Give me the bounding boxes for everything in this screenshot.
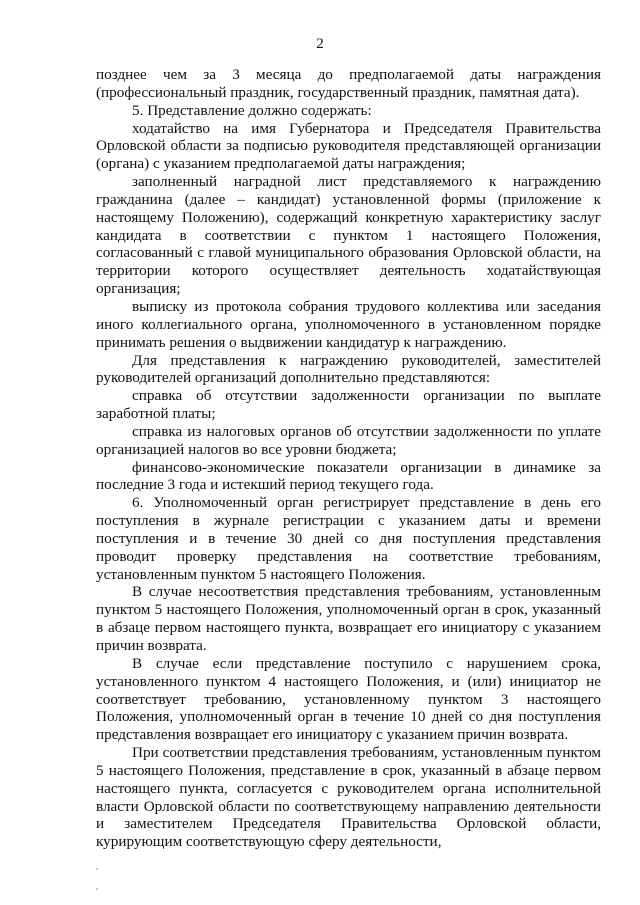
document-body — [96, 66, 601, 851]
paragraph-conformity: При соответствии представления требованиям, установленным пунктом 5 настоящего Положения, представление в срок, указанный в абзаце первом настоящего пункта, согласуется с руководителем органа исполнительной власти Орловской области по соответствующему направлению деятельности и заместителем Председателя Правительства Орловской области, курирующим соответствующую сферу деятельности, — [96, 744, 601, 851]
paragraph-section-5-heading: 5. Представление должно содержать: — [132, 101, 372, 119]
paragraph-financial-indicators: финансово-экономические показатели организации в динамике за последние 3 года и истекший период текущего года. — [96, 458, 601, 494]
paragraph-award-sheet: заполненный наградной лист представляемого к награждению гражданина (далее – кандидат) установленной формы (приложение к настоящему Положению), содержащий конкретную характеристику заслуг кандидата в соответствии с пунктом 1 настоящего Положения, согласованный с главой муниципального образования Орловской области, на территории которого осуществляет деятельность ходатайствующая организация; — [96, 173, 601, 298]
paragraph-managers-additional: Для представления к награждению руководителей, заместителей руководителей организаций дополнительно представляются: — [96, 351, 601, 387]
page-number: 2 — [316, 36, 324, 52]
paragraph-petition: ходатайство на имя Губернатора и Председателя Правительства Орловской области за подписью руководителя представляющей организации (органа) с указанием предполагаемой даты награждения; — [96, 119, 601, 173]
paragraph-section-6: 6. Уполномоченный орган регистрирует представление в день его поступления в журнале регистрации с указанием даты и времени поступления и в течение 30 дней со дня поступления представления проводит проверку представления на соответствие требованиям, установленным пунктом 5 настоящего Положения. — [96, 494, 601, 583]
paragraph-protocol-extract: выписку из протокола собрания трудового коллектива или заседания иного коллегиального органа, уполномоченного в установленном порядке принимать решения о выдвижении кандидатур к награждению. — [96, 297, 601, 351]
scan-speck — [96, 868, 98, 870]
scan-speck — [96, 888, 98, 890]
paragraph-salary-certificate: справка об отсутствии задолженности организации по выплате заработной платы; — [96, 387, 601, 423]
paragraph-continuation: позднее чем за 3 месяца до предполагаемой даты награждения (профессиональный праздник, государственный праздник, памятная дата). — [96, 66, 601, 101]
paragraph-nonconformity: В случае несоответствия представления требованиям, установленным пунктом 5 настоящего Положения, уполномоченный орган в срок, указанный в абзаце первом настоящего пункта, возвращает его инициатору с указанием причин возврата. — [96, 583, 601, 654]
paragraph-late-submission: В случае если представление поступило с нарушением срока, установленного пунктом 4 настоящего Положения, и (или) инициатор не соответствует требованию, установленному пунктом 3 настоящего Положения, уполномоченный орган в течение 10 дней со дня поступления представления возвращает его инициатору с указанием причин возврата. — [96, 654, 601, 744]
paragraph-tax-certificate: справка из налоговых органов об отсутствии задолженности по уплате организацией налогов во все уровни бюджета; — [96, 422, 601, 458]
